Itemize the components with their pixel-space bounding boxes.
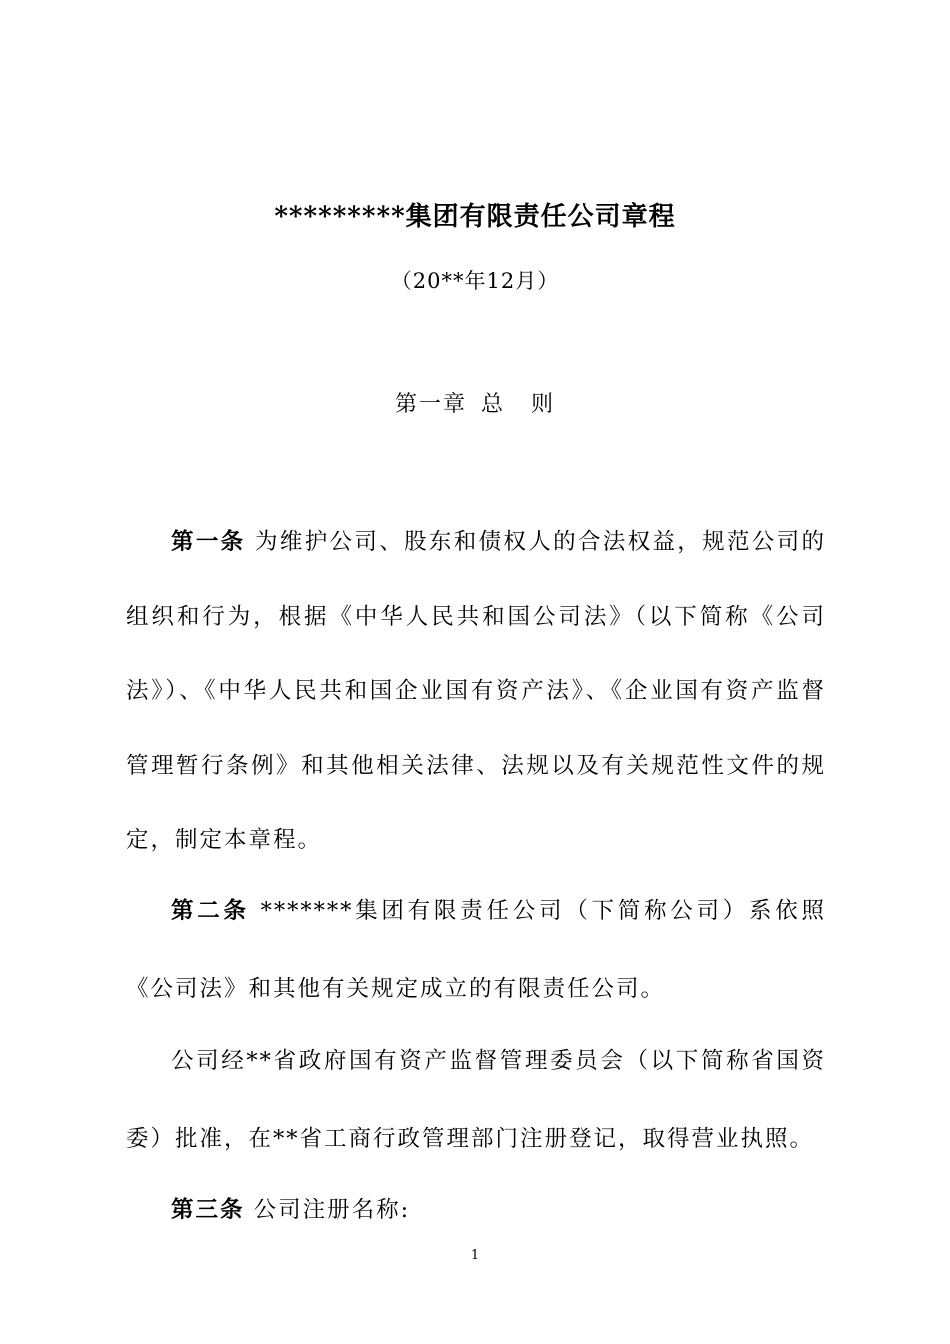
article-label: 第三条 xyxy=(171,1196,245,1223)
document-body xyxy=(126,505,826,1246)
document-date: （20**年12月） xyxy=(390,269,560,293)
chapter-label: 第一章 xyxy=(394,392,467,417)
article-1 xyxy=(126,505,826,878)
chapter-heading xyxy=(0,387,950,418)
chapter-word-1: 总 xyxy=(480,392,505,417)
article-text: 为维护公司、股东和债权人的合法权益，规范公司的组织和行为，根据《中华人民共和国公司法》（以下简称《公司法》）、《中华人民共和国企业国有资产法》、《企业国有资产监督管理暂行条例》和其他相关法律、法规以及有关规范性文件的规定，制定本章程。 xyxy=(126,529,826,853)
article-2-paragraph-2 xyxy=(126,1022,826,1178)
article-text: 公司经**省政府国有资产监督管理委员会（以下简称省国资委）批准，在**省工商行政管理部门注册登记，取得营业执照。 xyxy=(126,1047,826,1152)
chapter-word-2: 则 xyxy=(531,392,556,417)
article-text: 公司注册名称: xyxy=(253,1196,411,1223)
document-title: *********集团有限责任公司章程 xyxy=(274,202,676,232)
article-text: *******集团有限责任公司（下简称公司）系依照《公司法》和其他有关规定成立的有限责任公司。 xyxy=(126,897,826,1002)
article-label: 第一条 xyxy=(171,529,246,555)
article-label: 第二条 xyxy=(171,897,250,924)
article-3 xyxy=(126,1174,826,1246)
page-number: 1 xyxy=(470,1248,480,1263)
article-2 xyxy=(126,872,826,1028)
